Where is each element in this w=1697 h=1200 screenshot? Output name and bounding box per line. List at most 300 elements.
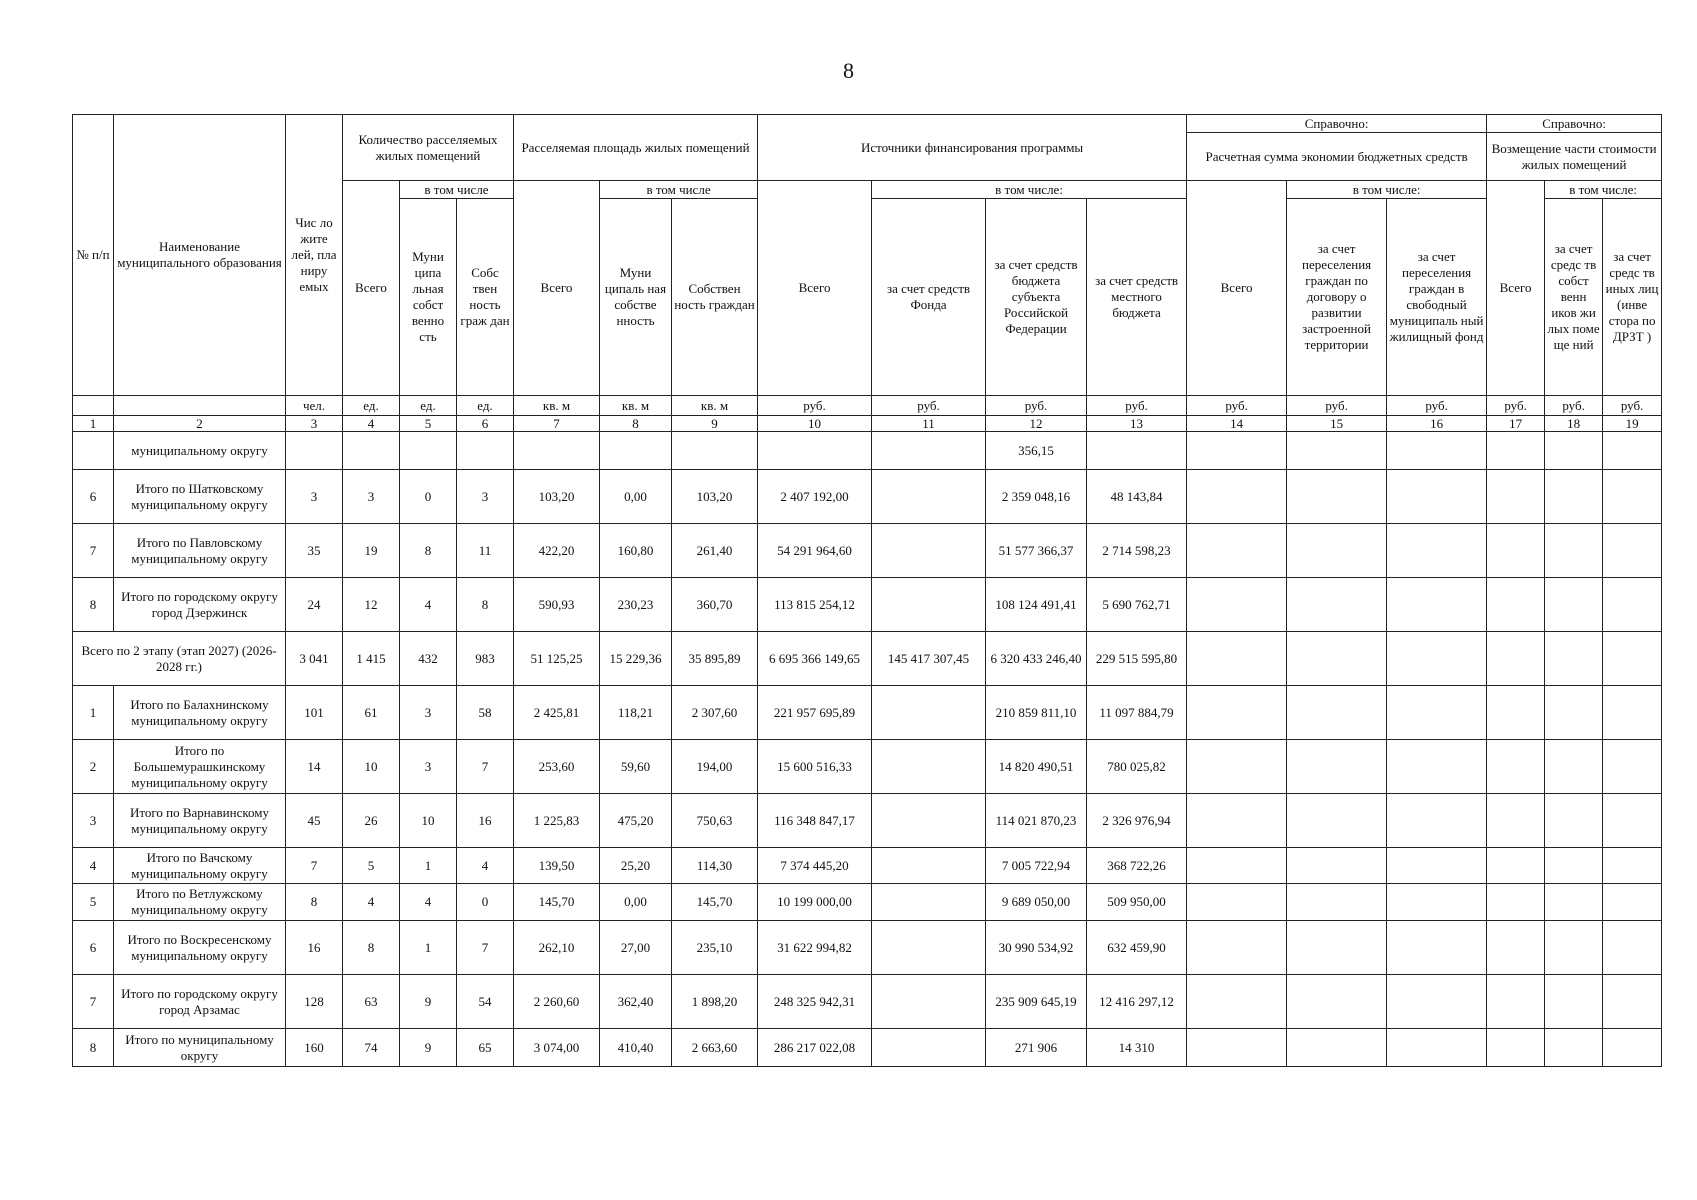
unit-cell: руб. <box>1087 396 1187 416</box>
value-cell-c3: 45 <box>286 794 343 848</box>
value-cell-c7: 422,20 <box>514 524 600 578</box>
header-fund: за счет средств Фонда <box>872 199 986 396</box>
value-cell-c9: 35 895,89 <box>672 632 758 686</box>
municipality-name: Итого по городскому округу город Дзержинск <box>114 578 286 632</box>
value-cell-c4: 63 <box>343 975 400 1029</box>
value-cell-c13 <box>1087 432 1187 470</box>
table-row <box>73 686 1662 740</box>
empty-cell-col19 <box>1603 884 1662 921</box>
row-number: 8 <box>73 578 114 632</box>
value-cell-c5: 4 <box>400 884 457 921</box>
column-number-cell: 4 <box>343 416 400 432</box>
unit-cell: руб. <box>872 396 986 416</box>
value-cell-c13: 368 722,26 <box>1087 848 1187 884</box>
empty-cell-col18 <box>1545 884 1603 921</box>
column-number-cell: 5 <box>400 416 457 432</box>
units-spacer <box>73 396 114 416</box>
value-cell-c4: 8 <box>343 921 400 975</box>
empty-cell-col17 <box>1487 632 1545 686</box>
empty-cell-col15 <box>1287 884 1387 921</box>
header-savings-incl: в том числе: <box>1287 181 1487 199</box>
empty-cell-col15 <box>1287 1029 1387 1067</box>
value-cell-c4 <box>343 432 400 470</box>
value-cell-c8: 410,40 <box>600 1029 672 1067</box>
value-cell-c3: 3 041 <box>286 632 343 686</box>
value-cell-c10: 286 217 022,08 <box>758 1029 872 1067</box>
header-compensation-total: Всего <box>1487 181 1545 396</box>
empty-cell-col19 <box>1603 524 1662 578</box>
value-cell-c12: 271 906 <box>986 1029 1087 1067</box>
value-cell-c5: 3 <box>400 686 457 740</box>
value-cell-c6: 58 <box>457 686 514 740</box>
value-cell-c11 <box>872 524 986 578</box>
column-number-cell: 1 <box>73 416 114 432</box>
empty-cell-col14 <box>1187 794 1287 848</box>
value-cell-c9: 360,70 <box>672 578 758 632</box>
value-cell-c7: 51 125,25 <box>514 632 600 686</box>
empty-cell-col17 <box>1487 848 1545 884</box>
header-area-total: Всего <box>514 181 600 396</box>
value-cell-c10: 15 600 516,33 <box>758 740 872 794</box>
value-cell-c11 <box>872 794 986 848</box>
table-row <box>73 632 1662 686</box>
empty-cell-col15 <box>1287 632 1387 686</box>
value-cell-c4: 4 <box>343 884 400 921</box>
value-cell-c8: 25,20 <box>600 848 672 884</box>
empty-cell-col19 <box>1603 686 1662 740</box>
header-local-budget: за счет средств местного бюджета <box>1087 199 1187 396</box>
value-cell-c5: 9 <box>400 975 457 1029</box>
empty-cell-col16 <box>1387 470 1487 524</box>
municipality-name: Итого по Большемурашкинскому муниципальному округу <box>114 740 286 794</box>
header-finance-group: Источники финансирования программы <box>758 115 1187 181</box>
value-cell-c12: 7 005 722,94 <box>986 848 1087 884</box>
empty-cell-col18 <box>1545 921 1603 975</box>
empty-cell-col14 <box>1187 1029 1287 1067</box>
header-compensation-group: Возмещение части стоимости жилых помещений <box>1487 133 1662 181</box>
value-cell-c6: 7 <box>457 921 514 975</box>
column-number-cell: 16 <box>1387 416 1487 432</box>
value-cell-c10: 116 348 847,17 <box>758 794 872 848</box>
value-cell-c12: 51 577 366,37 <box>986 524 1087 578</box>
empty-cell-col17 <box>1487 686 1545 740</box>
empty-cell-col18 <box>1545 975 1603 1029</box>
empty-cell-col17 <box>1487 470 1545 524</box>
empty-cell-col19 <box>1603 921 1662 975</box>
empty-cell-col14 <box>1187 470 1287 524</box>
empty-cell-col17 <box>1487 794 1545 848</box>
value-cell-c7: 2 260,60 <box>514 975 600 1029</box>
table-row <box>73 794 1662 848</box>
table-row <box>73 524 1662 578</box>
header-reference-2: Справочно: <box>1487 115 1662 133</box>
empty-cell-col18 <box>1545 740 1603 794</box>
row-number: 4 <box>73 848 114 884</box>
header-area-citizens: Собствен ность граждан <box>672 199 758 396</box>
row-number: 3 <box>73 794 114 848</box>
value-cell-c4: 12 <box>343 578 400 632</box>
empty-cell-col18 <box>1545 686 1603 740</box>
units-spacer <box>114 396 286 416</box>
value-cell-c10: 221 957 695,89 <box>758 686 872 740</box>
empty-cell-col14 <box>1187 686 1287 740</box>
empty-cell-col16 <box>1387 524 1487 578</box>
empty-cell-col16 <box>1387 921 1487 975</box>
value-cell-c5: 432 <box>400 632 457 686</box>
empty-cell-col14 <box>1187 432 1287 470</box>
municipality-name: Итого по городскому округу город Арзамас <box>114 975 286 1029</box>
value-cell-c3: 24 <box>286 578 343 632</box>
unit-cell: руб. <box>1287 396 1387 416</box>
value-cell-c4: 10 <box>343 740 400 794</box>
value-cell-c8: 118,21 <box>600 686 672 740</box>
header-area-municipal: Муни ципаль ная собстве нность <box>600 199 672 396</box>
value-cell-c3: 101 <box>286 686 343 740</box>
value-cell-c5: 9 <box>400 1029 457 1067</box>
empty-cell-col19 <box>1603 470 1662 524</box>
column-number-cell: 18 <box>1545 416 1603 432</box>
value-cell-c10 <box>758 432 872 470</box>
value-cell-c11 <box>872 848 986 884</box>
header-finance-incl: в том числе: <box>872 181 1187 199</box>
table-row <box>73 921 1662 975</box>
row-number: 6 <box>73 921 114 975</box>
header-free-fund: за счет переселения граждан в свободный муниципаль ный жилищный фонд <box>1387 199 1487 396</box>
value-cell-c9: 103,20 <box>672 470 758 524</box>
header-agreement: за счет переселения граждан по договору о развитии застроенной территории <box>1287 199 1387 396</box>
value-cell-c10: 31 622 994,82 <box>758 921 872 975</box>
unit-cell: кв. м <box>672 396 758 416</box>
empty-cell-col15 <box>1287 470 1387 524</box>
empty-cell-col14 <box>1187 524 1287 578</box>
row-number: 8 <box>73 1029 114 1067</box>
empty-cell-col19 <box>1603 632 1662 686</box>
table-row <box>73 1029 1662 1067</box>
page-number: 8 <box>843 58 854 83</box>
value-cell-c13: 229 515 595,80 <box>1087 632 1187 686</box>
value-cell-c9: 2 663,60 <box>672 1029 758 1067</box>
unit-cell: руб. <box>1487 396 1545 416</box>
table-row <box>73 740 1662 794</box>
unit-cell: руб. <box>758 396 872 416</box>
municipality-name: Итого по Ветлужскому муниципальному округу <box>114 884 286 921</box>
value-cell-c13: 48 143,84 <box>1087 470 1187 524</box>
value-cell-c9: 194,00 <box>672 740 758 794</box>
value-cell-c3: 14 <box>286 740 343 794</box>
empty-cell-col19 <box>1603 975 1662 1029</box>
header-rooms-group: Количество расселяемых жилых помещений <box>343 115 514 181</box>
empty-cell-col18 <box>1545 524 1603 578</box>
empty-cell-col14 <box>1187 578 1287 632</box>
empty-cell-col17 <box>1487 1029 1545 1067</box>
empty-cell-col14 <box>1187 848 1287 884</box>
value-cell-c4: 3 <box>343 470 400 524</box>
unit-cell: ед. <box>400 396 457 416</box>
value-cell-c11 <box>872 740 986 794</box>
value-cell-c11 <box>872 921 986 975</box>
empty-cell-col17 <box>1487 921 1545 975</box>
value-cell-c4: 19 <box>343 524 400 578</box>
empty-cell-col19 <box>1603 740 1662 794</box>
value-cell-c7: 139,50 <box>514 848 600 884</box>
value-cell-c7: 145,70 <box>514 884 600 921</box>
value-cell-c7: 1 225,83 <box>514 794 600 848</box>
row-number: 7 <box>73 975 114 1029</box>
value-cell-c8: 15 229,36 <box>600 632 672 686</box>
column-number-cell: 15 <box>1287 416 1387 432</box>
municipality-name: Итого по муниципальному округу <box>114 1029 286 1067</box>
value-cell-c7: 3 074,00 <box>514 1029 600 1067</box>
row-number: 5 <box>73 884 114 921</box>
municipality-name: муниципальному округу <box>114 432 286 470</box>
empty-cell-col18 <box>1545 794 1603 848</box>
value-cell-c8: 160,80 <box>600 524 672 578</box>
value-cell-c7: 253,60 <box>514 740 600 794</box>
empty-cell-col19 <box>1603 848 1662 884</box>
value-cell-c4: 26 <box>343 794 400 848</box>
empty-cell-col16 <box>1387 1029 1487 1067</box>
empty-cell-col16 <box>1387 975 1487 1029</box>
value-cell-c9: 750,63 <box>672 794 758 848</box>
empty-cell-col17 <box>1487 740 1545 794</box>
value-cell-c10: 7 374 445,20 <box>758 848 872 884</box>
value-cell-c3: 128 <box>286 975 343 1029</box>
empty-cell-col16 <box>1387 740 1487 794</box>
value-cell-c6 <box>457 432 514 470</box>
header-owners: за счет средс тв собст венн иков жи лых поме ще ний <box>1545 199 1603 396</box>
value-cell-c6: 3 <box>457 470 514 524</box>
value-cell-c11 <box>872 975 986 1029</box>
value-cell-c13: 5 690 762,71 <box>1087 578 1187 632</box>
row-number: 7 <box>73 524 114 578</box>
empty-cell-col19 <box>1603 432 1662 470</box>
header-rooms-total: Всего <box>343 181 400 396</box>
empty-cell-col16 <box>1387 432 1487 470</box>
value-cell-c10: 10 199 000,00 <box>758 884 872 921</box>
value-cell-c13: 780 025,82 <box>1087 740 1187 794</box>
header-name: Наименование муниципального образования <box>114 115 286 396</box>
header-rooms-municipal: Муни ципа льная собст венно сть <box>400 199 457 396</box>
empty-cell-col15 <box>1287 921 1387 975</box>
unit-cell: руб. <box>1187 396 1287 416</box>
value-cell-c6: 16 <box>457 794 514 848</box>
municipality-name: Итого по Шатковскому муниципальному округу <box>114 470 286 524</box>
value-cell-c11 <box>872 578 986 632</box>
empty-cell-col14 <box>1187 884 1287 921</box>
unit-cell: руб. <box>1545 396 1603 416</box>
unit-cell: ед. <box>343 396 400 416</box>
stage-total-label: Всего по 2 этапу (этап 2027) (2026-2028 гг.) <box>73 632 286 686</box>
municipality-name: Итого по Воскресенскому муниципальному округу <box>114 921 286 975</box>
value-cell-c8: 27,00 <box>600 921 672 975</box>
empty-cell-col16 <box>1387 686 1487 740</box>
value-cell-c9: 235,10 <box>672 921 758 975</box>
value-cell-c4: 61 <box>343 686 400 740</box>
value-cell-c10: 248 325 942,31 <box>758 975 872 1029</box>
value-cell-c5: 0 <box>400 470 457 524</box>
column-number-cell: 7 <box>514 416 600 432</box>
value-cell-c5: 4 <box>400 578 457 632</box>
column-number-cell: 17 <box>1487 416 1545 432</box>
value-cell-c13: 2 326 976,94 <box>1087 794 1187 848</box>
value-cell-c5 <box>400 432 457 470</box>
empty-cell-col16 <box>1387 632 1487 686</box>
table-body <box>73 432 1662 1067</box>
row-number <box>73 432 114 470</box>
value-cell-c3: 160 <box>286 1029 343 1067</box>
value-cell-c6: 8 <box>457 578 514 632</box>
column-number-cell: 10 <box>758 416 872 432</box>
header-num: № п/п <box>73 115 114 396</box>
empty-cell-col17 <box>1487 432 1545 470</box>
value-cell-c3: 7 <box>286 848 343 884</box>
value-cell-c13: 632 459,90 <box>1087 921 1187 975</box>
header-finance-total: Всего <box>758 181 872 396</box>
empty-cell-col14 <box>1187 632 1287 686</box>
value-cell-c5: 3 <box>400 740 457 794</box>
header-others: за счет средс тв иных лиц (инве стора по ДРЗТ ) <box>1603 199 1662 396</box>
value-cell-c4: 1 415 <box>343 632 400 686</box>
value-cell-c11: 145 417 307,45 <box>872 632 986 686</box>
value-cell-c6: 54 <box>457 975 514 1029</box>
value-cell-c4: 5 <box>343 848 400 884</box>
column-number-cell: 8 <box>600 416 672 432</box>
value-cell-c9: 145,70 <box>672 884 758 921</box>
empty-cell-col17 <box>1487 524 1545 578</box>
value-cell-c12: 14 820 490,51 <box>986 740 1087 794</box>
value-cell-c12: 30 990 534,92 <box>986 921 1087 975</box>
value-cell-c11 <box>872 1029 986 1067</box>
empty-cell-col15 <box>1287 578 1387 632</box>
value-cell-c9 <box>672 432 758 470</box>
empty-cell-col15 <box>1287 524 1387 578</box>
unit-cell: кв. м <box>514 396 600 416</box>
empty-cell-col15 <box>1287 975 1387 1029</box>
empty-cell-col19 <box>1603 1029 1662 1067</box>
row-number: 2 <box>73 740 114 794</box>
header-subject-budget: за счет средств бюджета субъекта Российской Федерации <box>986 199 1087 396</box>
empty-cell-col14 <box>1187 740 1287 794</box>
row-number: 1 <box>73 686 114 740</box>
value-cell-c13: 12 416 297,12 <box>1087 975 1187 1029</box>
value-cell-c8: 475,20 <box>600 794 672 848</box>
row-number: 6 <box>73 470 114 524</box>
unit-cell: ед. <box>457 396 514 416</box>
value-cell-c12: 2 359 048,16 <box>986 470 1087 524</box>
table-header <box>73 115 1662 432</box>
value-cell-c10: 6 695 366 149,65 <box>758 632 872 686</box>
header-rooms-citizens: Собс твен ность граж дан <box>457 199 514 396</box>
column-number-cell: 9 <box>672 416 758 432</box>
value-cell-c11 <box>872 884 986 921</box>
value-cell-c12: 6 320 433 246,40 <box>986 632 1087 686</box>
table-row <box>73 975 1662 1029</box>
value-cell-c11 <box>872 470 986 524</box>
value-cell-c10: 2 407 192,00 <box>758 470 872 524</box>
value-cell-c7: 2 425,81 <box>514 686 600 740</box>
value-cell-c13: 2 714 598,23 <box>1087 524 1187 578</box>
column-number-cell: 3 <box>286 416 343 432</box>
empty-cell-col18 <box>1545 632 1603 686</box>
header-compensation-incl: в том числе: <box>1545 181 1662 199</box>
table-row <box>73 884 1662 921</box>
unit-cell: чел. <box>286 396 343 416</box>
value-cell-c7 <box>514 432 600 470</box>
value-cell-c5: 1 <box>400 921 457 975</box>
header-savings-total: Всего <box>1187 181 1287 396</box>
value-cell-c10: 113 815 254,12 <box>758 578 872 632</box>
empty-cell-col18 <box>1545 848 1603 884</box>
empty-cell-col19 <box>1603 794 1662 848</box>
column-number-cell: 2 <box>114 416 286 432</box>
municipality-name: Итого по Варнавинскому муниципальному округу <box>114 794 286 848</box>
header-reference-1: Справочно: <box>1187 115 1487 133</box>
column-number-cell: 11 <box>872 416 986 432</box>
column-numbers-row <box>73 416 1662 432</box>
header-area-incl: в том числе <box>600 181 758 199</box>
value-cell-c13: 14 310 <box>1087 1029 1187 1067</box>
value-cell-c13: 509 950,00 <box>1087 884 1187 921</box>
empty-cell-col16 <box>1387 848 1487 884</box>
empty-cell-col17 <box>1487 578 1545 632</box>
value-cell-c11 <box>872 432 986 470</box>
empty-cell-col18 <box>1545 432 1603 470</box>
value-cell-c3: 16 <box>286 921 343 975</box>
value-cell-c8: 0,00 <box>600 470 672 524</box>
table-row <box>73 470 1662 524</box>
value-cell-c8: 362,40 <box>600 975 672 1029</box>
header-rooms-incl: в том числе <box>400 181 514 199</box>
empty-cell-col15 <box>1287 686 1387 740</box>
value-cell-c6: 65 <box>457 1029 514 1067</box>
value-cell-c8: 0,00 <box>600 884 672 921</box>
value-cell-c4: 74 <box>343 1029 400 1067</box>
value-cell-c5: 10 <box>400 794 457 848</box>
units-row <box>73 396 1662 416</box>
empty-cell-col15 <box>1287 794 1387 848</box>
value-cell-c12: 356,15 <box>986 432 1087 470</box>
table-row <box>73 848 1662 884</box>
municipality-name: Итого по Павловскому муниципальному округу <box>114 524 286 578</box>
empty-cell-col14 <box>1187 975 1287 1029</box>
column-number-cell: 14 <box>1187 416 1287 432</box>
value-cell-c7: 103,20 <box>514 470 600 524</box>
value-cell-c9: 114,30 <box>672 848 758 884</box>
empty-cell-col18 <box>1545 470 1603 524</box>
header-residents: Чис ло жите лей, пла ниру емых <box>286 115 343 396</box>
empty-cell-col19 <box>1603 578 1662 632</box>
value-cell-c9: 2 307,60 <box>672 686 758 740</box>
empty-cell-col18 <box>1545 1029 1603 1067</box>
unit-cell: руб. <box>1387 396 1487 416</box>
column-number-cell: 6 <box>457 416 514 432</box>
empty-cell-col17 <box>1487 884 1545 921</box>
municipality-name: Итого по Балахнинскому муниципальному округу <box>114 686 286 740</box>
empty-cell-col16 <box>1387 794 1487 848</box>
value-cell-c8: 230,23 <box>600 578 672 632</box>
value-cell-c3: 3 <box>286 470 343 524</box>
value-cell-c5: 8 <box>400 524 457 578</box>
value-cell-c6: 4 <box>457 848 514 884</box>
value-cell-c6: 983 <box>457 632 514 686</box>
value-cell-c8 <box>600 432 672 470</box>
column-number-cell: 12 <box>986 416 1087 432</box>
value-cell-c3 <box>286 432 343 470</box>
value-cell-c6: 0 <box>457 884 514 921</box>
value-cell-c12: 108 124 491,41 <box>986 578 1087 632</box>
value-cell-c12: 210 859 811,10 <box>986 686 1087 740</box>
value-cell-c6: 7 <box>457 740 514 794</box>
